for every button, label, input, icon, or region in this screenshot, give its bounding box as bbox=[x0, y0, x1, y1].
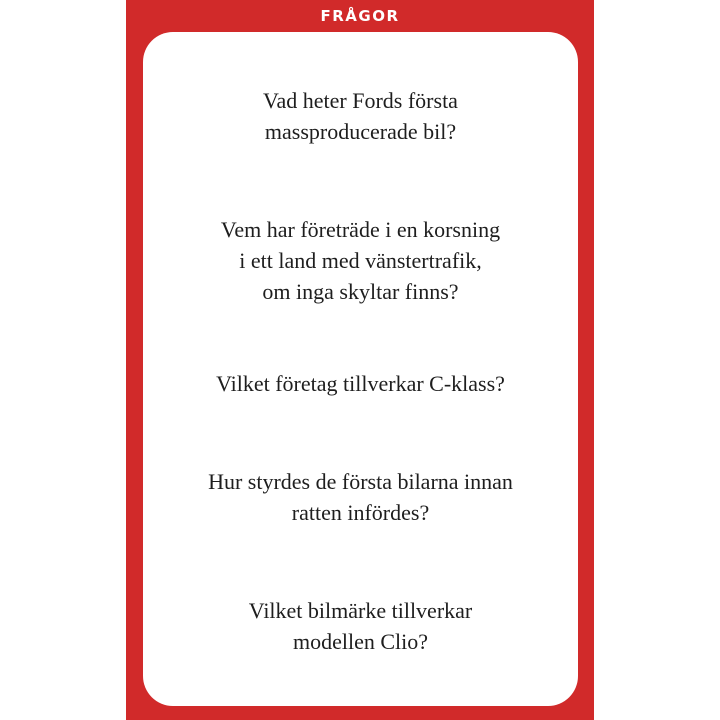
question-2: Vem har företräde i en korsning i ett land med vänstertrafik, om inga skyltar finns? bbox=[220, 217, 501, 304]
card-body bbox=[143, 32, 578, 706]
question-1: Vad heter Fords första massproducerade bil? bbox=[263, 88, 458, 144]
question-3: Vilket företag tillverkar C-klass? bbox=[216, 371, 505, 396]
card-header-title: FRÅGOR bbox=[320, 7, 400, 25]
question-4: Hur styrdes de första bilarna innan ratten infördes? bbox=[208, 469, 513, 525]
question-5: Vilket bilmärke tillverkar modellen Clio? bbox=[248, 598, 473, 654]
question-card bbox=[126, 0, 594, 720]
